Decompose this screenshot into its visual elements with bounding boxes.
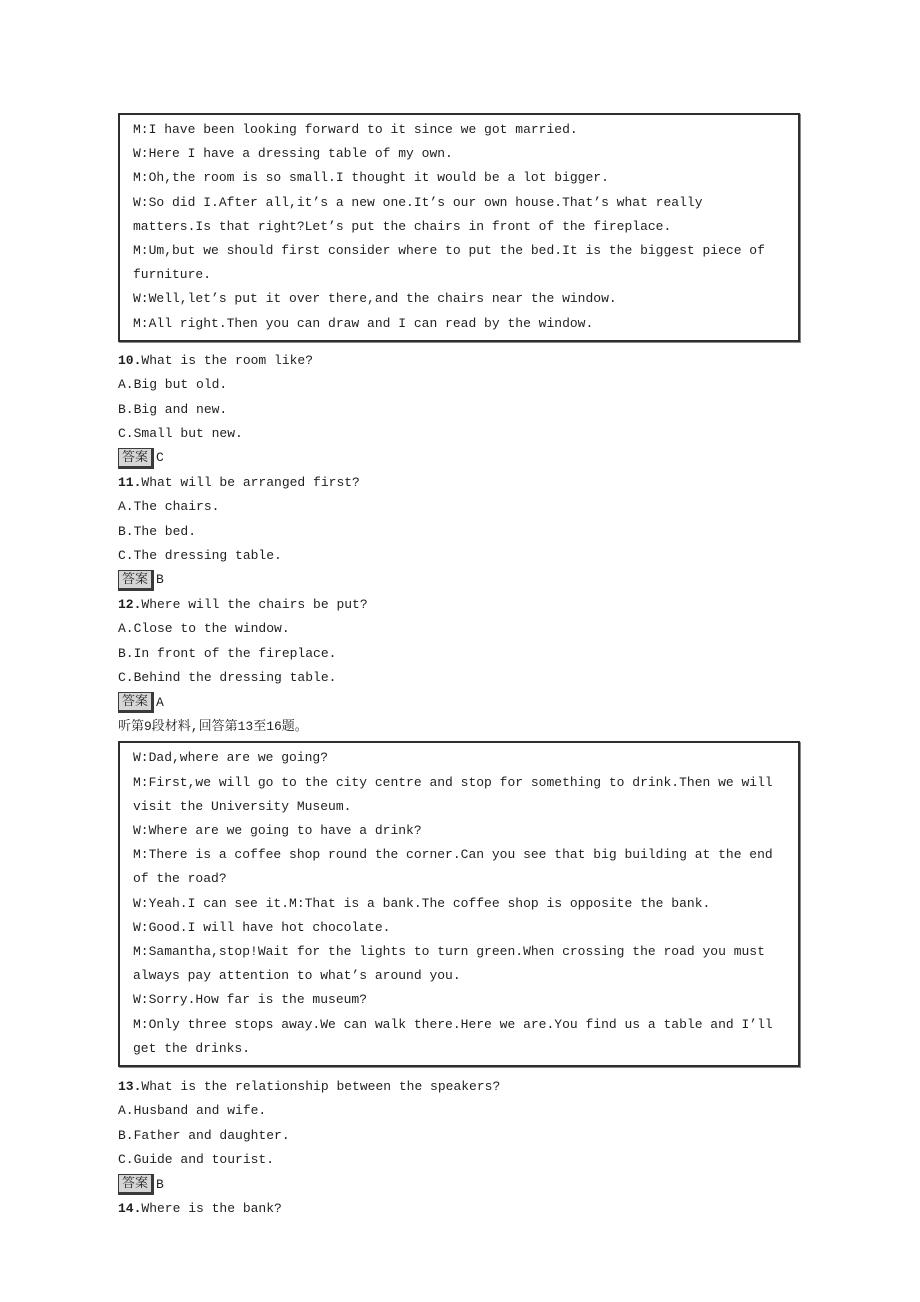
- option-c: C.The dressing table.: [118, 548, 282, 564]
- question-number: 12.: [118, 596, 142, 612]
- answer-badge: 答案: [118, 570, 154, 591]
- answer-row: [118, 568, 800, 592]
- option-a: A.Husband and wife.: [118, 1103, 267, 1119]
- option-b: B.The bed.: [118, 523, 197, 539]
- question-text: What is the relationship between the speakers?: [141, 1078, 501, 1094]
- dialogue-line: W:Sorry.How far is the museum?: [133, 992, 368, 1008]
- question-number: 14.: [118, 1201, 142, 1216]
- option-c: C.Guide and tourist.: [118, 1152, 275, 1168]
- question-12: [118, 593, 800, 715]
- question-number: 13.: [118, 1078, 142, 1094]
- dialogue-line: M:First,we will go to the city centre and stop for something to drink.Then we will visit the University Museum.: [133, 774, 773, 814]
- option-a: A.Big but old.: [118, 377, 228, 393]
- dialogue-line: W:Yeah.I can see it.M:That is a bank.The coffee shop is opposite the bank.: [133, 895, 711, 911]
- dialogue-line: M:All right.Then you can draw and I can read by the window.: [133, 315, 594, 331]
- option-b: B.Big and new.: [118, 401, 228, 417]
- question-text: What will be arranged first?: [141, 474, 360, 490]
- dialogue-line: W:So did I.After all,it’s a new one.It’s our own house.That’s what really matters.Is that right?Let’s put the chairs in front of the fireplace.: [133, 194, 703, 234]
- dialogue-line: W:Where are we going to have a drink?: [133, 822, 422, 838]
- dialogue-line: W:Well,let’s put it over there,and the chairs near the window.: [133, 291, 617, 307]
- option-b: B.In front of the fireplace.: [118, 645, 337, 661]
- question-stem: [118, 349, 800, 373]
- answer-row: [118, 1173, 800, 1197]
- answer-letter: B: [156, 1176, 164, 1192]
- dialogue-line: W:Here I have a dressing table of my own.: [133, 146, 453, 162]
- question-13: [118, 1075, 800, 1197]
- option-a: A.The chairs.: [118, 499, 220, 515]
- question-11: [118, 471, 800, 593]
- dialogue-line: M:There is a coffee shop round the corner.Can you see that big building at the end of the road?: [133, 847, 773, 887]
- question-stem: [118, 471, 800, 495]
- content-column: [118, 113, 800, 1221]
- option-b: B.Father and daughter.: [118, 1127, 290, 1143]
- question-10: [118, 349, 800, 471]
- question-text: Where will the chairs be put?: [141, 596, 368, 612]
- question-stem: [118, 593, 800, 617]
- answer-badge: 答案: [118, 448, 154, 469]
- dialogue-box-1: [118, 113, 800, 342]
- dialogue-line: M:I have been looking forward to it since we got married.: [133, 122, 578, 137]
- question-number: 10.: [118, 352, 142, 368]
- option-a: A.Close to the window.: [118, 621, 290, 637]
- question-14: [118, 1197, 800, 1221]
- answer-badge: 答案: [118, 692, 154, 713]
- dialogue-line: M:Um,but we should first consider where to put the bed.It is the biggest piece of furniture.: [133, 243, 765, 283]
- answer-badge: 答案: [118, 1174, 154, 1195]
- answer-letter: B: [156, 572, 164, 588]
- question-stem: [118, 1197, 800, 1221]
- dialogue-line: M:Oh,the room is so small.I thought it would be a lot bigger.: [133, 170, 609, 186]
- answer-letter: A: [156, 694, 164, 710]
- section-instruction: 听第9段材料,回答第13至16题。: [118, 718, 308, 734]
- dialogue-line: W:Dad,where are we going?: [133, 750, 329, 766]
- questions-13-14: [118, 1075, 800, 1221]
- dialogue-line: W:Good.I will have hot chocolate.: [133, 919, 391, 935]
- question-text: What is the room like?: [141, 352, 314, 368]
- answer-row: [118, 691, 800, 715]
- question-text: Where is the bank?: [141, 1201, 282, 1216]
- option-c: C.Small but new.: [118, 426, 243, 442]
- questions-10-12: [118, 349, 800, 740]
- dialogue-box-2: [118, 741, 800, 1067]
- answer-letter: C: [156, 450, 164, 466]
- dialogue-line: M:Samantha,stop!Wait for the lights to turn green.When crossing the road you must always pay attention to what’s around you.: [133, 943, 765, 984]
- question-stem: [118, 1075, 800, 1099]
- dialogue-line: M:Only three stops away.We can walk there.Here we are.You find us a table and I’ll get the drinks.: [133, 1016, 773, 1056]
- question-number: 11.: [118, 474, 142, 490]
- answer-row: [118, 446, 800, 470]
- option-c: C.Behind the dressing table.: [118, 670, 337, 686]
